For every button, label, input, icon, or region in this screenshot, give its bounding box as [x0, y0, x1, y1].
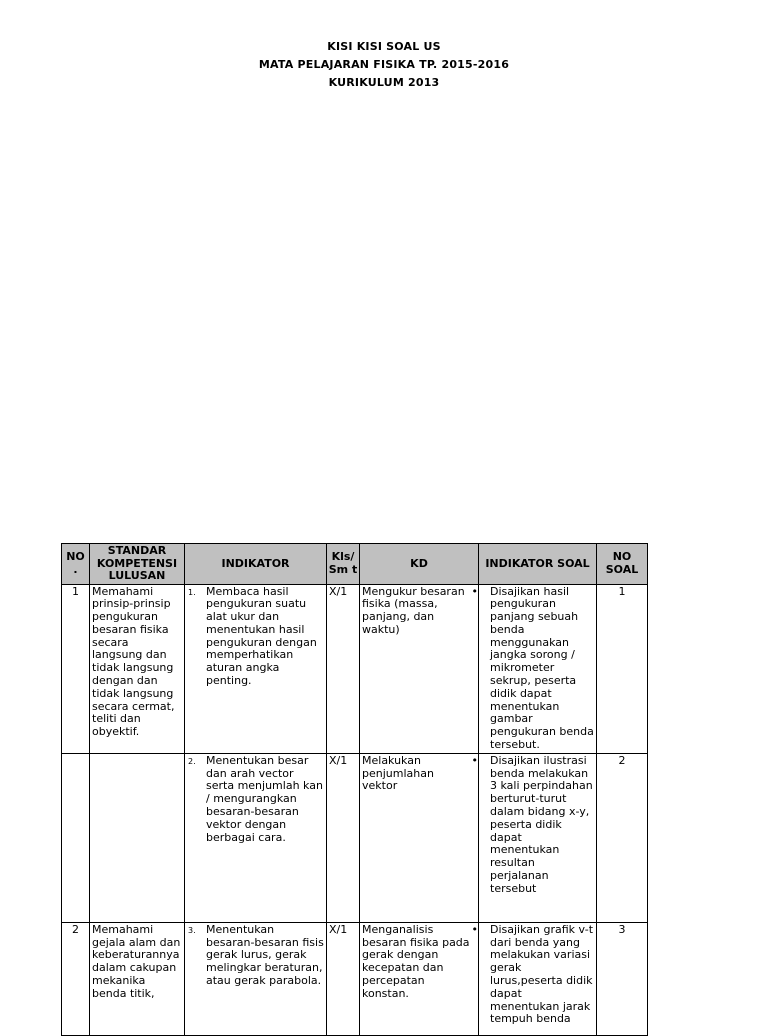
row-indikator — [185, 753, 327, 922]
row-skl — [90, 753, 185, 922]
row-no: 2 — [62, 922, 90, 1035]
row-kls: X/1 — [327, 753, 360, 922]
row-indikator-soal: Disajikan grafik v-t dari benda yang melakukan variasi gerak lurus,peserta didik dapat menentukan jarak tempuh benda — [479, 922, 597, 1035]
indikator-text: Menentukan besar dan arah vector serta menjumlah kan / mengurangkan besaran-besaran vektor dengan berbagai cara. — [206, 753, 323, 844]
kisi-kisi-table — [61, 543, 648, 1036]
row-indikator-soal: Disajikan hasil pengukuran panjang sebuah benda menggunakan jangka sorong / mikrometer sekrup, peserta didik dapat menentukan gambar pengukuran benda tersebut. — [479, 584, 597, 753]
row-indikator-soal: Disajikan ilustrasi benda melakukan 3 kali perpindahan berturut-turut dalam bidang x-y, peserta didik dapat menentukan resultan perjalanan tersebut — [479, 753, 597, 922]
header-no-soal: NO SOAL — [597, 544, 648, 585]
header-indikator-soal: INDIKATOR SOAL — [479, 544, 597, 585]
title-line-2: MATA PELAJARAN FISIKA TP. 2015-2016 — [258, 58, 510, 71]
row-no-soal: 3 — [597, 922, 648, 1035]
table-row — [62, 584, 648, 753]
row-no-soal: 2 — [597, 753, 648, 922]
row-kls: X/1 — [327, 922, 360, 1035]
row-kd — [360, 753, 479, 922]
indikator-number: 3. — [188, 925, 196, 935]
table-header-row — [62, 544, 648, 585]
title-line-3: KURIKULUM 2013 — [328, 76, 440, 89]
kd-text: Mengukur besaran fisika (massa, panjang, dan waktu) — [362, 584, 465, 636]
table-row — [62, 753, 648, 922]
row-kd — [360, 584, 479, 753]
header-no: NO . — [62, 544, 90, 585]
row-no — [62, 753, 90, 922]
indikator-text: Menentukan besaran-besaran fisis gerak lurus, gerak melingkar beraturan, atau gerak parabola. — [206, 922, 324, 988]
row-kls: X/1 — [327, 584, 360, 753]
row-indikator — [185, 922, 327, 1035]
row-skl: Memahami prinsip-prinsip pengukuran besaran fisika secara langsung dan tidak langsung dengan dan tidak langsung secara cermat, teliti dan obyektif. — [90, 584, 185, 753]
indikator-text: Membaca hasil pengukuran suatu alat ukur dan menentukan hasil pengukuran dengan memperhatikan aturan angka penting. — [206, 584, 317, 688]
kd-text: Melakukan penjumlahan vektor — [362, 753, 434, 793]
title-line-1: KISI KISI SOAL US — [327, 40, 441, 53]
indikator-number: 1. — [188, 587, 196, 597]
header-kd: KD — [360, 544, 479, 585]
table-row — [62, 922, 648, 1035]
indikator-number: 2. — [188, 756, 196, 766]
row-no-soal: 1 — [597, 584, 648, 753]
kd-text: Menganalisis besaran fisika pada gerak dengan kecepatan dan percepatan konstan. — [362, 922, 470, 1000]
bullet-icon: • — [471, 753, 478, 767]
header-skl: STANDAR KOMPETENSI LULUSAN — [90, 544, 185, 585]
bullet-icon: • — [471, 922, 478, 936]
row-kd — [360, 922, 479, 1035]
row-indikator — [185, 584, 327, 753]
header-indikator: INDIKATOR — [185, 544, 327, 585]
bullet-icon: • — [471, 584, 478, 598]
row-skl: Memahami gejala alam dan keberaturannya dalam cakupan mekanika benda titik, — [90, 922, 185, 1035]
header-kls: Kls/ Sm t — [327, 544, 360, 585]
document-title — [0, 38, 768, 92]
row-no: 1 — [62, 584, 90, 753]
